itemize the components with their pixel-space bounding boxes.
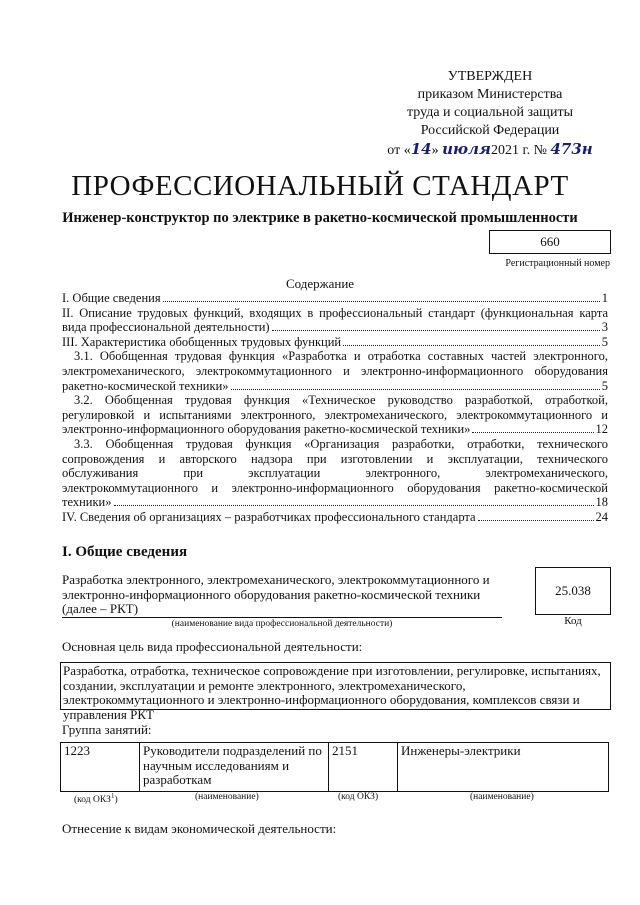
toc-heading: Содержание — [285, 276, 355, 291]
toc-entry-text: сопровождения и авторского надзора при изготовлении и эксплуатации, технического — [62, 451, 608, 466]
toc-entry[interactable]: I. Общие сведения 1 — [62, 291, 608, 305]
column-caption: (наименование) — [470, 792, 534, 802]
toc-entry-text: электромеханического, электрокоммутационного и электронно-информационного оборудования — [62, 363, 608, 378]
toc-entry[interactable]: вида профессиональной деятельности) 3 — [62, 320, 608, 335]
toc-entry[interactable]: электронно-информационного оборудования ракетно-космической техники» 12 — [62, 422, 608, 437]
toc-entry-text: регулировкой и испытаниями электронного, электромеханического, электрокоммутационного и — [62, 407, 608, 422]
section-heading: I. Общие сведения — [62, 544, 188, 560]
table-row — [61, 743, 609, 792]
occupation-table — [60, 742, 609, 792]
occupation-name: Инженеры-электрики — [398, 743, 609, 792]
toc-entry-text: 3.3. Обобщенная трудовая функция «Организация разработки, отработки, технического — [74, 436, 608, 451]
toc-entry-text: II. Описание трудовых функций, входящих в профессиональный стандарт (функциональная карта — [62, 305, 608, 320]
registration-number-label: Регистрационный номер — [505, 258, 610, 269]
approval-line: приказом Министерства — [417, 87, 563, 102]
activity-caption: (наименование вида профессиональной деятельности) — [171, 619, 393, 629]
toc-entry[interactable]: IV. Сведения об организациях – разработчиках профессионального стандарта 24 — [62, 509, 608, 524]
activity-code-box: 25.038 — [535, 567, 611, 615]
toc-entry-text: 3.2. Обобщенная трудовая функция «Техническое руководство разработкой, отработкой, — [74, 393, 608, 408]
economic-activity-label: Отнесение к видам экономической деятельности: — [62, 821, 337, 836]
table-of-contents — [62, 291, 608, 525]
approval-title: УТВЕРЖДЕН — [447, 69, 533, 84]
occupation-code: 1223 — [64, 743, 90, 758]
handwritten-order-number: 473н — [550, 140, 593, 158]
purpose-text: Разработка, отработка, техническое сопровождение при изготовлении, регулировке, испытаниях, создании, эксплуатации и ремонте электронного, электромеханического, электрокоммутационного и электронно-информационного оборудования, комплексов связи и управления РКТ — [63, 663, 601, 722]
occupation-code: 2151 — [329, 743, 398, 792]
column-caption: (код ОКЗ$^1$) — [74, 792, 118, 806]
activity-name: Разработка электронного, электромеханического, электрокоммутационного и электронно-информационного оборудования ракетно-космической техники (далее – РКТ) — [62, 572, 490, 616]
approval-date-line: от «14» июля2021 г. № 473н — [387, 140, 593, 158]
document-subtitle: Инженер-конструктор по электрике в ракетно-космической промышленности — [62, 210, 578, 226]
handwritten-day: 14 — [410, 140, 432, 158]
toc-entry-text: обслуживания при эксплуатации электронного, электромеханического, — [62, 466, 608, 481]
approval-line: труда и социальной защиты — [407, 105, 573, 120]
toc-entry-text: 3.1. Обобщенная трудовая функция «Разработка и отработка составных частей электронного, — [74, 349, 608, 364]
column-caption: (код ОКЗ) — [338, 792, 379, 802]
toc-entry[interactable]: ракетно-космической техники» 5 — [62, 378, 608, 393]
occupation-name: Руководители подразделений по научным исследованиям и разработкам — [140, 743, 329, 792]
code-label: Код — [564, 615, 582, 627]
toc-entry[interactable]: III. Характеристика обобщенных трудовых функций 5 — [62, 334, 608, 349]
occupation-group-label: Группа занятий: — [62, 722, 152, 737]
column-caption: (наименование) — [195, 792, 259, 802]
toc-entry[interactable]: техники» 18 — [62, 495, 608, 510]
purpose-label: Основная цель вида профессиональной деятельности: — [62, 639, 363, 654]
document-title: ПРОФЕССИОНАЛЬНЫЙ СТАНДАРТ — [71, 170, 569, 202]
handwritten-month: июля — [442, 140, 491, 158]
approval-block — [380, 68, 600, 160]
toc-entry-text: электрокоммутационного и электронно-информационного оборудования ракетно-космической — [62, 480, 608, 495]
activity-underline — [62, 617, 502, 618]
approval-line: Российской Федерации — [420, 123, 560, 138]
registration-number-box: 660 — [489, 230, 611, 254]
